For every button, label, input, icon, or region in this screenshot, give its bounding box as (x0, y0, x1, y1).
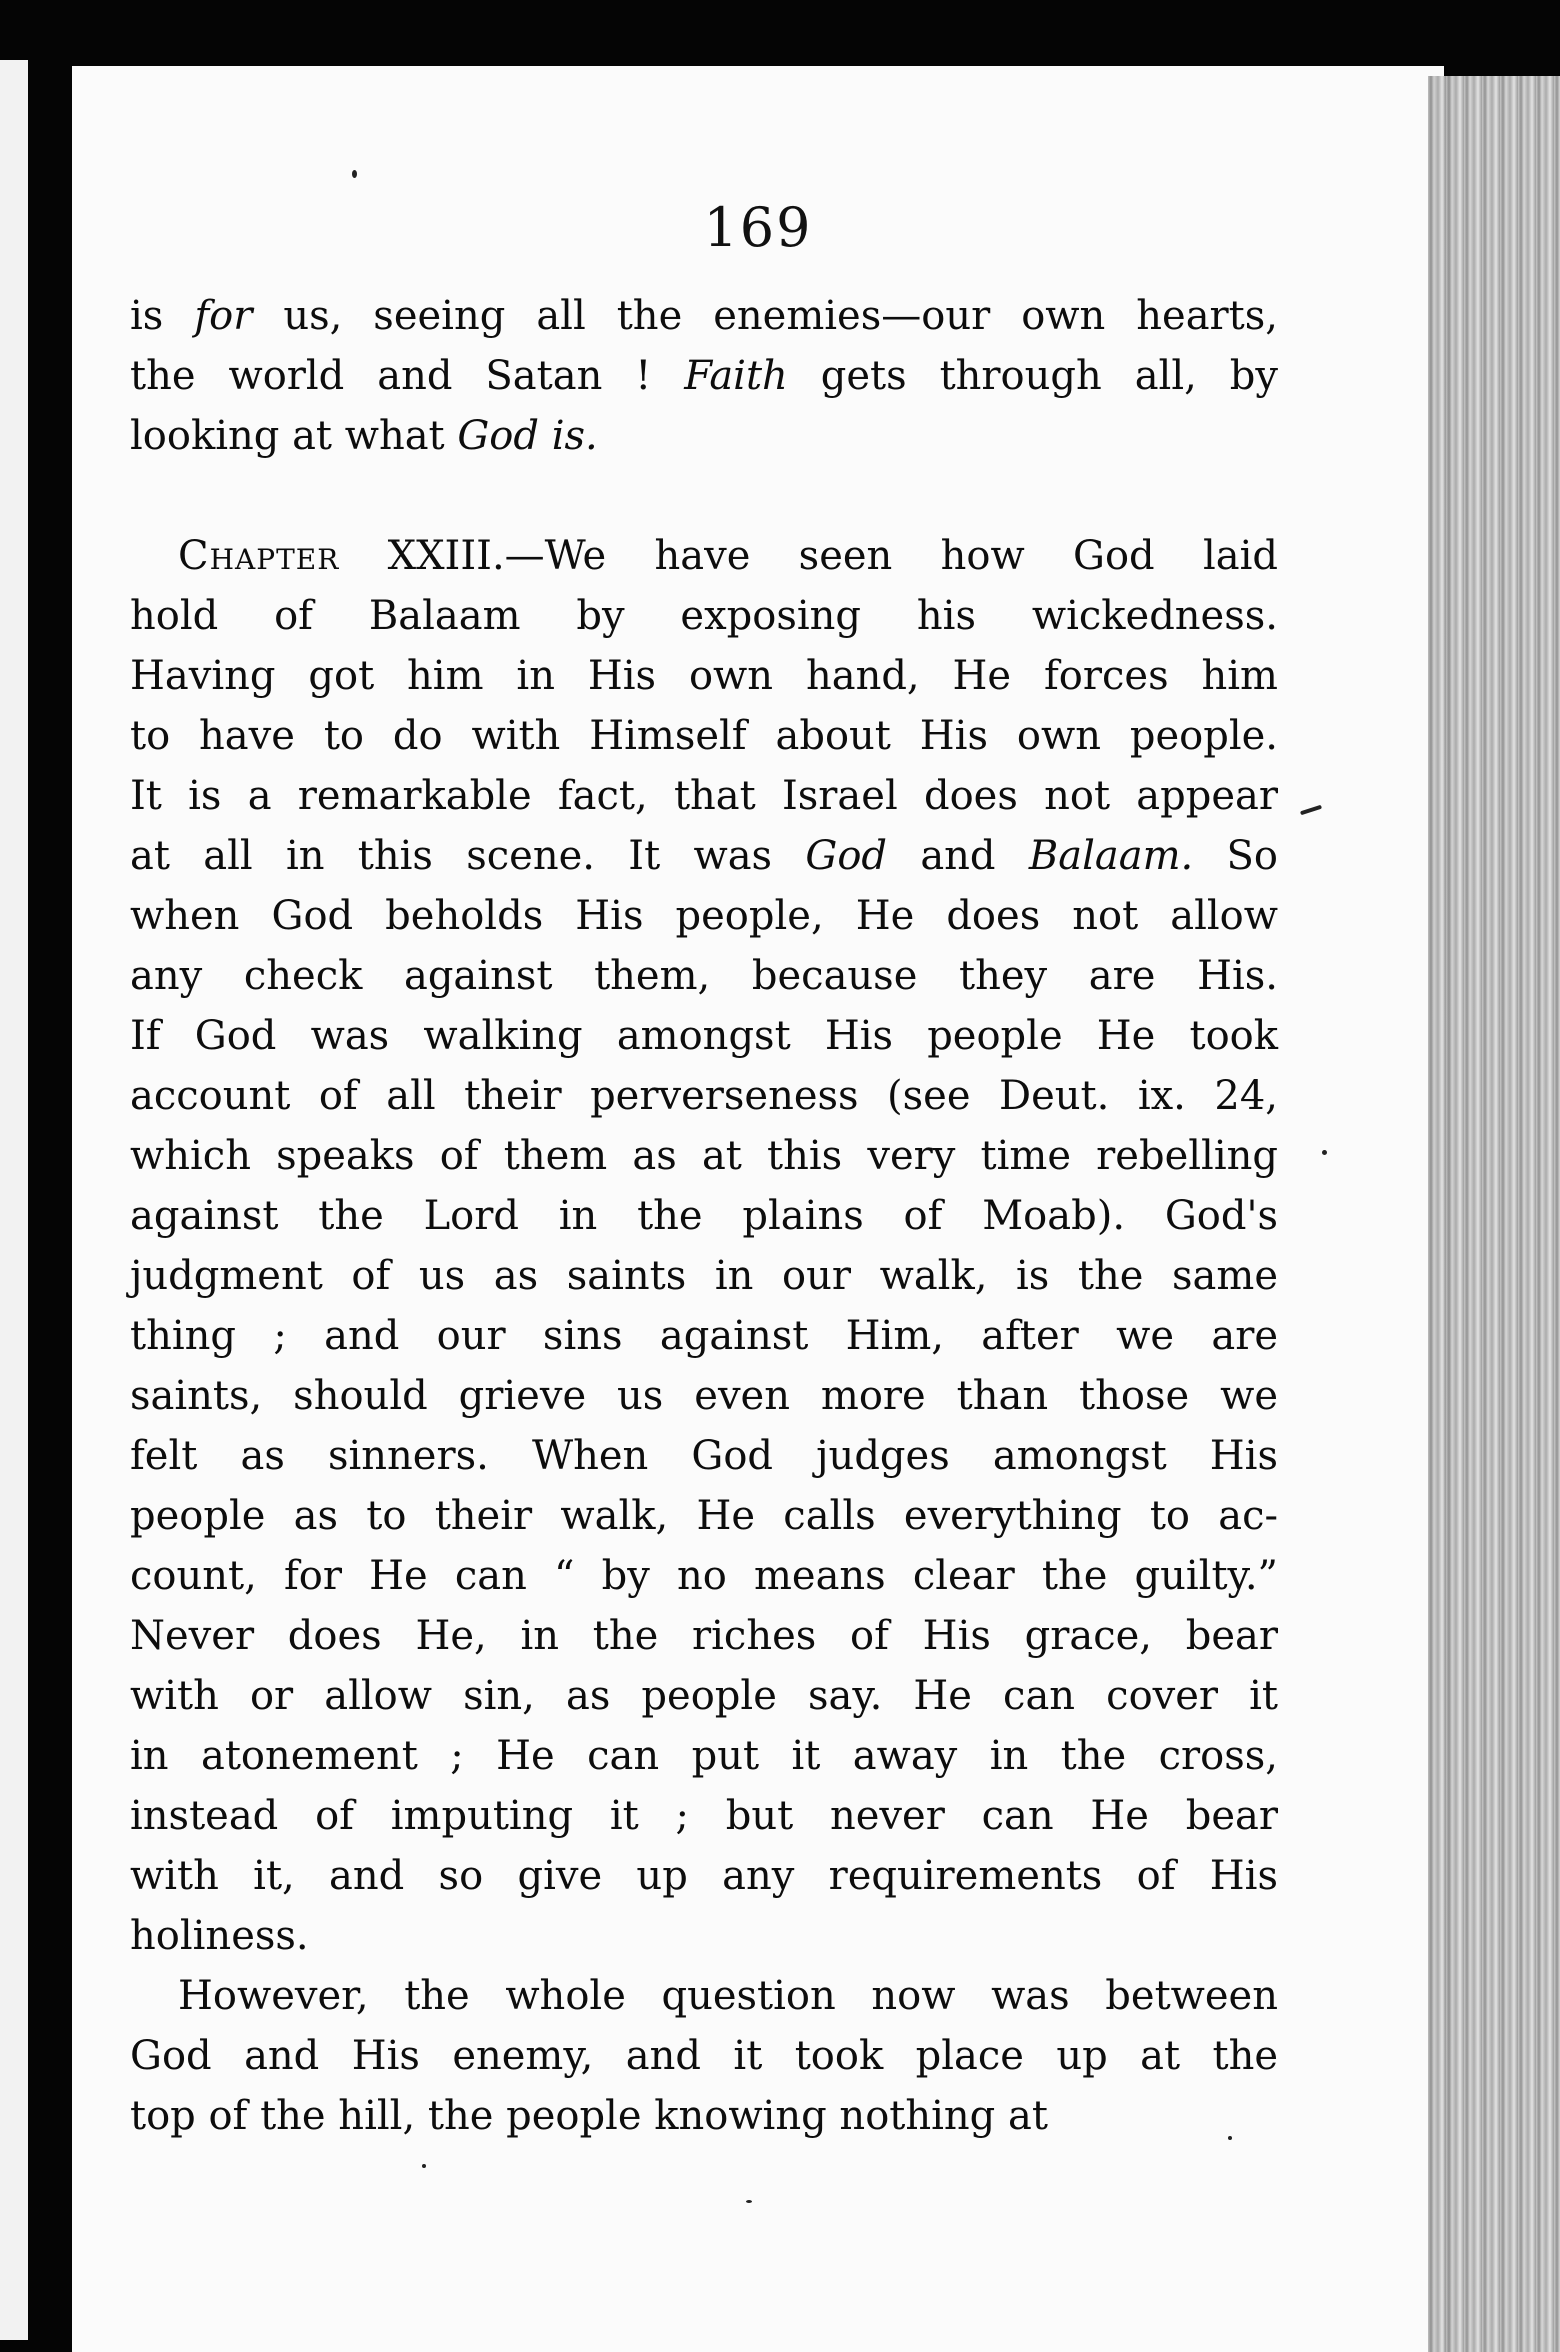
text-run: at all in this scene. It was (130, 833, 806, 879)
text-run: So (1193, 833, 1278, 879)
text-line (130, 586, 1278, 646)
text-line (130, 1606, 1278, 1666)
text-run: is (130, 293, 195, 339)
text-line (130, 706, 1278, 766)
text-run: the world and Satan ! (130, 353, 685, 399)
text-line (130, 1846, 1278, 1906)
text-line (130, 346, 1278, 406)
chapter-heading: Chapter (178, 533, 340, 579)
text-run: XXIII.—We have seen how God laid (339, 533, 1278, 579)
text-run: Having got him in His own hand, He forces him (130, 653, 1278, 699)
text-run: gets through all, by (787, 353, 1278, 399)
text-run: with it, and so give up any requirements of His (130, 1853, 1278, 1899)
italic-text: God is. (457, 413, 598, 459)
text-line (130, 1666, 1278, 1726)
text-line (130, 1006, 1278, 1066)
text-run: hold of Balaam by exposing his wickedness. (130, 593, 1278, 639)
text-run: God and His enemy, and it took place up at the (130, 2033, 1278, 2079)
binding-gutter (28, 60, 70, 2340)
body-text (130, 286, 1278, 2146)
text-run: felt as sinners. When God judges amongst His (130, 1433, 1278, 1479)
text-run: looking at what (130, 413, 458, 459)
paragraph-gap (130, 466, 1278, 526)
text-line (130, 1246, 1278, 1306)
text-line (130, 526, 1278, 586)
text-run: It is a remarkable fact, that Israel does not appear (130, 773, 1278, 819)
text-run: thing ; and our sins against Him, after we are (130, 1313, 1278, 1359)
text-run: when God beholds His people, He does not allow (130, 893, 1278, 939)
text-line (130, 1786, 1278, 1846)
text-run: count, for He can “ by no means clear the guilty.” (130, 1553, 1278, 1599)
italic-text: for (194, 293, 253, 339)
text-run: with or allow sin, as people say. He can cover it (130, 1673, 1278, 1719)
text-line (130, 286, 1278, 346)
ink-speck (1322, 1150, 1327, 1155)
text-line (130, 1426, 1278, 1486)
ink-speck (422, 2164, 426, 2168)
text-line (130, 2086, 1278, 2146)
text-line (130, 1966, 1278, 2026)
text-run: If God was walking amongst His people He took (130, 1013, 1278, 1059)
text-run: against the Lord in the plains of Moab). God's (130, 1193, 1278, 1239)
text-line (130, 1486, 1278, 1546)
text-line (130, 946, 1278, 1006)
text-line (130, 1186, 1278, 1246)
text-line (130, 1366, 1278, 1426)
text-line (130, 1546, 1278, 1606)
text-line (130, 1066, 1278, 1126)
italic-text: Faith (684, 353, 788, 399)
text-line (130, 406, 1278, 466)
text-run: top of the hill, the people knowing nothing at (130, 2093, 1048, 2139)
text-line (130, 1726, 1278, 1786)
text-line (130, 1306, 1278, 1366)
page-stack-shadow (1428, 76, 1458, 2352)
text-line (130, 886, 1278, 946)
ink-speck (352, 170, 357, 178)
ink-speck (746, 2200, 752, 2203)
text-line (130, 1126, 1278, 1186)
text-run: However, the whole question now was between (178, 1973, 1278, 2019)
text-line (130, 826, 1278, 886)
text-run: people as to their walk, He calls everything to ac- (130, 1493, 1278, 1539)
text-run: account of all their perverseness (see Deut. ix. 24, (130, 1073, 1278, 1119)
text-run: to have to do with Himself about His own people. (130, 713, 1278, 759)
text-line (130, 1906, 1278, 1966)
text-run: any check against them, because they are His. (130, 953, 1278, 999)
text-line (130, 646, 1278, 706)
text-run: instead of imputing it ; but never can He bear (130, 1793, 1278, 1839)
text-line (130, 766, 1278, 826)
ink-speck (1228, 2136, 1232, 2140)
page-number: 169 (703, 196, 813, 259)
text-run: which speaks of them as at this very time rebelling (130, 1133, 1278, 1179)
text-run: saints, should grieve us even more than those we (130, 1373, 1278, 1419)
book-page (72, 66, 1444, 2352)
text-run: holiness. (130, 1913, 309, 1959)
text-run: and (887, 833, 1029, 879)
text-run: us, seeing all the enemies—our own hearts, (252, 293, 1278, 339)
text-run: Never does He, in the riches of His grace, bear (130, 1613, 1278, 1659)
text-line (130, 2026, 1278, 2086)
italic-text: Balaam. (1028, 833, 1194, 879)
text-run: in atonement ; He can put it away in the cross, (130, 1733, 1278, 1779)
text-run: judgment of us as saints in our walk, is the same (130, 1253, 1278, 1299)
italic-text: God (805, 833, 888, 879)
